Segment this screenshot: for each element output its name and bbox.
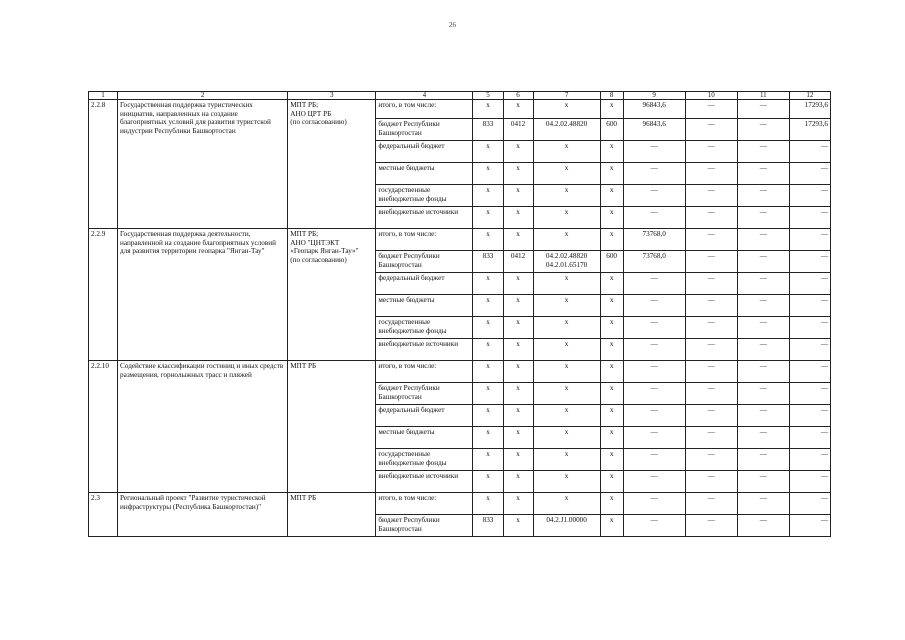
col-10-value: — — [685, 100, 737, 119]
page-number: 26 — [449, 21, 456, 29]
col-6-value: x — [503, 361, 533, 383]
col-9-value: 96843,6 — [623, 100, 685, 119]
col-11-value: — — [737, 515, 789, 537]
col-12-value: — — [789, 229, 830, 251]
col-9-value: — — [623, 405, 685, 427]
item-number: 2.3 — [89, 493, 118, 537]
col-8-value: x — [600, 339, 623, 361]
funding-source: итого, в том числе: — [376, 100, 473, 119]
item-name: Государственная поддержка деятельности, направленной на создание благоприятных условий для развития территории геопарка "Янган-Тау" — [118, 229, 288, 361]
col-5-value: 833 — [473, 119, 503, 141]
col-12-value: 17293,6 — [789, 119, 830, 141]
col-12-value: — — [789, 295, 830, 317]
header-col-8: 8 — [600, 92, 623, 100]
col-11-value: — — [737, 405, 789, 427]
col-10-value: — — [685, 361, 737, 383]
col-6-value: 0412 — [503, 251, 533, 273]
col-11-value: — — [737, 361, 789, 383]
col-8-value: x — [600, 100, 623, 119]
col-11-value: — — [737, 163, 789, 185]
col-9-value: — — [623, 295, 685, 317]
col-5-value: 833 — [473, 251, 503, 273]
col-9-value: — — [623, 449, 685, 471]
col-9-value: — — [623, 273, 685, 295]
col-8-value: x — [600, 207, 623, 229]
col-6-value: x — [503, 317, 533, 339]
col-9-value: — — [623, 361, 685, 383]
col-10-value: — — [685, 163, 737, 185]
col-10-value: — — [685, 449, 737, 471]
col-10-value: — — [685, 141, 737, 163]
col-6-value: x — [503, 383, 533, 405]
col-7-value: x — [533, 405, 600, 427]
col-5-value: 833 — [473, 515, 503, 537]
funding-source: государственные внебюджетные фонды — [376, 317, 473, 339]
header-row — [89, 92, 831, 100]
col-7-value: x — [533, 361, 600, 383]
col-8-value: x — [600, 493, 623, 515]
item-executor: МПТ РБ — [288, 361, 376, 493]
col-8-value: x — [600, 405, 623, 427]
col-11-value: — — [737, 471, 789, 493]
table-row — [89, 493, 831, 515]
col-9-value: — — [623, 383, 685, 405]
header-col-12: 12 — [789, 92, 830, 100]
col-7-value: x — [533, 163, 600, 185]
col-6-value: x — [503, 405, 533, 427]
col-8-value: x — [600, 383, 623, 405]
col-7-value: x — [533, 229, 600, 251]
col-7-value: 04.2.02.48820 — [533, 119, 600, 141]
col-6-value: x — [503, 427, 533, 449]
funding-source: бюджет Республики Башкортостан — [376, 251, 473, 273]
col-12-value: — — [789, 251, 830, 273]
col-10-value: — — [685, 339, 737, 361]
col-5-value: x — [473, 493, 503, 515]
header-col-11: 11 — [737, 92, 789, 100]
col-6-value: x — [503, 100, 533, 119]
col-5-value: x — [473, 229, 503, 251]
col-6-value: x — [503, 273, 533, 295]
item-name: Региональный проект "Развитие туристической инфраструктуры (Республика Башкортостан)" — [118, 493, 288, 537]
header-col-6: 6 — [503, 92, 533, 100]
col-7-value: 04.2.J1.00000 — [533, 515, 600, 537]
col-12-value: — — [789, 339, 830, 361]
funding-source: внебюджетные источники — [376, 339, 473, 361]
col-5-value: x — [473, 295, 503, 317]
col-9-value: — — [623, 141, 685, 163]
col-7-value: x — [533, 427, 600, 449]
funding-source: бюджет Республики Башкортостан — [376, 383, 473, 405]
col-6-value: x — [503, 515, 533, 537]
col-10-value: — — [685, 295, 737, 317]
col-9-value: 73768,0 — [623, 251, 685, 273]
col-7-value: x — [533, 207, 600, 229]
col-5-value: x — [473, 471, 503, 493]
col-6-value: 0412 — [503, 119, 533, 141]
col-6-value: x — [503, 163, 533, 185]
col-12-value: — — [789, 471, 830, 493]
col-11-value: — — [737, 100, 789, 119]
col-9-value: — — [623, 471, 685, 493]
col-10-value: — — [685, 229, 737, 251]
col-12-value: — — [789, 515, 830, 537]
col-9-value: — — [623, 339, 685, 361]
col-12-value: — — [789, 163, 830, 185]
col-10-value: — — [685, 273, 737, 295]
col-11-value: — — [737, 317, 789, 339]
col-5-value: x — [473, 163, 503, 185]
col-10-value: — — [685, 493, 737, 515]
col-8-value: x — [600, 427, 623, 449]
header-col-10: 10 — [685, 92, 737, 100]
col-12-value: — — [789, 317, 830, 339]
col-5-value: x — [473, 361, 503, 383]
col-12-value: — — [789, 405, 830, 427]
funding-source: местные бюджеты — [376, 427, 473, 449]
col-5-value: x — [473, 141, 503, 163]
col-7-value: 04.2.02.48820 04.2.01.65170 — [533, 251, 600, 273]
col-10-value: — — [685, 251, 737, 273]
col-11-value: — — [737, 295, 789, 317]
funding-source: итого, в том числе: — [376, 361, 473, 383]
funding-source: федеральный бюджет — [376, 405, 473, 427]
item-executor: МПТ РБ; АНО "ЦНТЭКТ «Геопарк Янган-Тау»" (по согласованию) — [288, 229, 376, 361]
col-6-value: x — [503, 141, 533, 163]
col-5-value: x — [473, 207, 503, 229]
col-11-value: — — [737, 449, 789, 471]
col-5-value: x — [473, 339, 503, 361]
col-12-value: — — [789, 141, 830, 163]
header-col-3: 3 — [288, 92, 376, 100]
col-8-value: x — [600, 515, 623, 537]
funding-source: внебюджетные источники — [376, 207, 473, 229]
item-name: Содействие классификации гостиниц и иных средств размещения, горнолыжных трасс и пляжей — [118, 361, 288, 493]
col-8-value: x — [600, 471, 623, 493]
col-11-value: — — [737, 339, 789, 361]
col-5-value: x — [473, 449, 503, 471]
col-12-value: — — [789, 493, 830, 515]
col-10-value: — — [685, 405, 737, 427]
col-12-value: — — [789, 449, 830, 471]
col-7-value: x — [533, 185, 600, 207]
col-8-value: x — [600, 229, 623, 251]
header-col-9: 9 — [623, 92, 685, 100]
col-7-value: x — [533, 339, 600, 361]
col-11-value: — — [737, 251, 789, 273]
col-10-value: — — [685, 427, 737, 449]
col-12-value: — — [789, 383, 830, 405]
col-12-value: 17293,6 — [789, 100, 830, 119]
col-6-value: x — [503, 295, 533, 317]
col-11-value: — — [737, 427, 789, 449]
header-col-7: 7 — [533, 92, 600, 100]
funding-source: государственные внебюджетные фонды — [376, 449, 473, 471]
col-5-value: x — [473, 405, 503, 427]
col-11-value: — — [737, 383, 789, 405]
funding-source: бюджет Республики Башкортостан — [376, 119, 473, 141]
col-7-value: x — [533, 273, 600, 295]
col-8-value: x — [600, 361, 623, 383]
col-7-value: x — [533, 317, 600, 339]
item-name: Государственная поддержка туристических инициатив, направленных на создание благоприятных условий для развития туристской индустрии Республики Башкортостан — [118, 100, 288, 229]
col-8-value: 600 — [600, 119, 623, 141]
col-6-value: x — [503, 185, 533, 207]
col-6-value: x — [503, 493, 533, 515]
col-8-value: 600 — [600, 251, 623, 273]
col-11-value: — — [737, 273, 789, 295]
col-7-value: x — [533, 493, 600, 515]
header-col-4: 4 — [376, 92, 473, 100]
item-number: 2.2.9 — [89, 229, 118, 361]
item-number: 2.2.8 — [89, 100, 118, 229]
funding-source: итого, в том числе: — [376, 229, 473, 251]
header-col-1: 1 — [89, 92, 118, 100]
header-col-2: 2 — [118, 92, 288, 100]
funding-source: федеральный бюджет — [376, 141, 473, 163]
col-12-value: — — [789, 185, 830, 207]
col-6-value: x — [503, 339, 533, 361]
col-6-value: x — [503, 229, 533, 251]
col-7-value: x — [533, 383, 600, 405]
col-12-value: — — [789, 361, 830, 383]
col-10-value: — — [685, 515, 737, 537]
col-12-value: — — [789, 273, 830, 295]
col-11-value: — — [737, 207, 789, 229]
col-12-value: — — [789, 207, 830, 229]
col-11-value: — — [737, 119, 789, 141]
item-number: 2.2.10 — [89, 361, 118, 493]
col-11-value: — — [737, 493, 789, 515]
table-row — [89, 229, 831, 251]
col-7-value: x — [533, 449, 600, 471]
funding-source: бюджет Республики Башкортостан — [376, 515, 473, 537]
col-10-value: — — [685, 317, 737, 339]
funding-source: федеральный бюджет — [376, 273, 473, 295]
col-9-value: — — [623, 427, 685, 449]
funding-source: государственные внебюджетные фонды — [376, 185, 473, 207]
col-8-value: x — [600, 141, 623, 163]
col-9-value: — — [623, 185, 685, 207]
col-5-value: x — [473, 317, 503, 339]
col-10-value: — — [685, 471, 737, 493]
col-5-value: x — [473, 427, 503, 449]
col-10-value: — — [685, 383, 737, 405]
col-9-value: — — [623, 207, 685, 229]
funding-source: итого, в том числе: — [376, 493, 473, 515]
col-8-value: x — [600, 449, 623, 471]
col-8-value: x — [600, 317, 623, 339]
col-6-value: x — [503, 471, 533, 493]
funding-source: местные бюджеты — [376, 295, 473, 317]
col-9-value: — — [623, 493, 685, 515]
col-9-value: 96843,6 — [623, 119, 685, 141]
col-6-value: x — [503, 449, 533, 471]
col-10-value: — — [685, 207, 737, 229]
table-row — [89, 100, 831, 119]
header-col-5: 5 — [473, 92, 503, 100]
budget-table — [88, 91, 831, 537]
table-row — [89, 361, 831, 383]
col-10-value: — — [685, 119, 737, 141]
col-5-value: x — [473, 383, 503, 405]
funding-source: внебюджетные источники — [376, 471, 473, 493]
col-9-value: 73768,0 — [623, 229, 685, 251]
col-5-value: x — [473, 273, 503, 295]
col-6-value: x — [503, 207, 533, 229]
col-7-value: x — [533, 100, 600, 119]
col-11-value: — — [737, 229, 789, 251]
col-8-value: x — [600, 185, 623, 207]
col-9-value: — — [623, 515, 685, 537]
col-9-value: — — [623, 317, 685, 339]
col-5-value: x — [473, 185, 503, 207]
col-7-value: x — [533, 141, 600, 163]
col-8-value: x — [600, 163, 623, 185]
col-11-value: — — [737, 141, 789, 163]
col-7-value: x — [533, 471, 600, 493]
col-10-value: — — [685, 185, 737, 207]
col-5-value: x — [473, 100, 503, 119]
funding-source: местные бюджеты — [376, 163, 473, 185]
col-11-value: — — [737, 185, 789, 207]
col-12-value: — — [789, 427, 830, 449]
col-9-value: — — [623, 163, 685, 185]
col-8-value: x — [600, 295, 623, 317]
col-8-value: x — [600, 273, 623, 295]
item-executor: МПТ РБ; АНО ЦРТ РБ (по согласованию) — [288, 100, 376, 229]
col-7-value: x — [533, 295, 600, 317]
item-executor: МПТ РБ — [288, 493, 376, 537]
